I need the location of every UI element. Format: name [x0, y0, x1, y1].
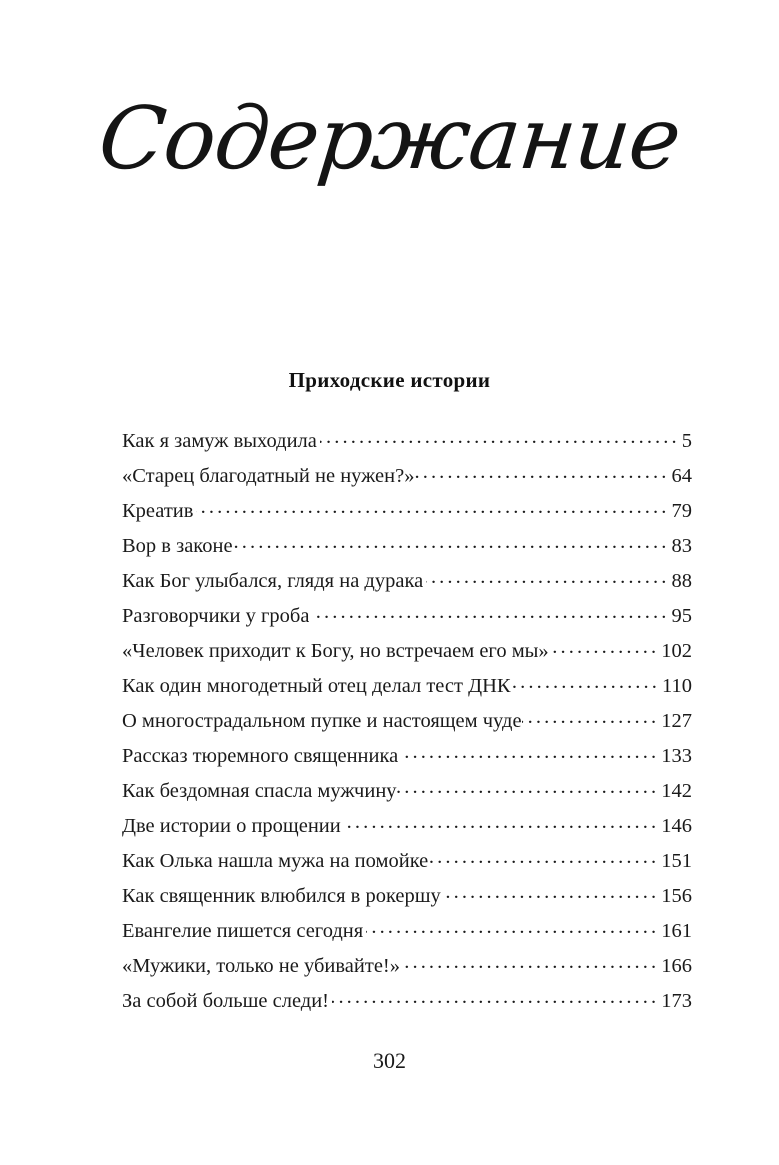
toc-dot-leader	[401, 742, 659, 763]
toc-entry-title: Рассказ тюремного священника	[122, 745, 399, 767]
toc-entry-list	[122, 424, 692, 1019]
toc-dot-leader	[196, 497, 669, 518]
toc-entry[interactable]	[122, 599, 692, 634]
toc-entry-title: «Мужики, только не убивайте!»	[122, 955, 400, 977]
toc-dot-leader	[312, 602, 669, 623]
toc-dot-leader	[397, 777, 660, 798]
toc-entry[interactable]	[122, 459, 692, 494]
toc-entry-title: Как я замуж выходила	[122, 430, 317, 452]
section-heading: Приходские истории	[288, 368, 491, 392]
toc-entry-page-number: 161	[661, 920, 692, 942]
toc-entry-page-number: 156	[661, 885, 692, 907]
toc-entry[interactable]	[122, 704, 692, 739]
toc-entry-page-number: 95	[671, 605, 692, 627]
toc-entry-page-number: 102	[661, 640, 692, 662]
toc-entry[interactable]	[122, 564, 692, 599]
toc-entry[interactable]	[122, 494, 692, 529]
toc-entry-title: За собой больше следи!	[122, 990, 330, 1012]
toc-entry[interactable]	[122, 844, 692, 879]
toc-dot-leader	[414, 462, 669, 483]
toc-dot-leader	[426, 567, 669, 588]
toc-entry-page-number: 127	[661, 710, 692, 732]
toc-entry[interactable]	[122, 879, 692, 914]
toc-entry-title: Как священник влюбился в рокершу	[122, 885, 441, 907]
toc-dot-leader	[511, 672, 660, 693]
toc-entry[interactable]	[122, 774, 692, 809]
toc-entry-title: Как один многодетный отец делал тест ДНК	[122, 675, 511, 697]
toc-entry-page-number: 83	[671, 535, 692, 557]
toc-entry-title: Как Олька нашла мужа на помойке	[122, 850, 429, 872]
toc-entry-page-number: 146	[661, 815, 692, 837]
toc-dot-leader	[320, 427, 680, 448]
toc-entry-title: Креатив	[122, 500, 194, 522]
toc-entry-title: «Человек приходит к Богу, но встречаем его мы»	[122, 640, 549, 662]
page-title: Содержание	[94, 89, 685, 189]
toc-dot-leader	[428, 847, 659, 868]
toc-entry-title: Две истории о прощении	[122, 815, 341, 837]
toc-dot-leader	[344, 812, 660, 833]
toc-entry[interactable]	[122, 669, 692, 704]
toc-dot-leader	[522, 707, 660, 728]
toc-entry-title: «Старец благодатный не нужен?»	[122, 465, 415, 487]
toc-entry-title: Евангелие пишется сегодня	[122, 920, 364, 942]
toc-entry-title: О многострадальном пупке и настоящем чуде	[122, 710, 522, 732]
toc-entry-title: Как бездомная спасла мужчину	[122, 780, 397, 802]
toc-dot-leader	[366, 917, 659, 938]
toc-entry-page-number: 173	[661, 990, 692, 1012]
toc-entry[interactable]	[122, 914, 692, 949]
toc-entry[interactable]	[122, 949, 692, 984]
toc-entry-page-number: 151	[661, 850, 692, 872]
toc-entry-page-number: 88	[671, 570, 692, 592]
toc-dot-leader	[441, 882, 659, 903]
toc-entry-page-number: 79	[671, 500, 692, 522]
toc-dot-leader	[403, 952, 659, 973]
toc-dot-leader	[233, 532, 670, 553]
toc-entry-page-number: 64	[671, 465, 692, 487]
toc-dot-leader	[332, 987, 659, 1008]
toc-entry-page-number: 142	[661, 780, 692, 802]
toc-entry-title: Как Бог улыбался, глядя на дурака	[122, 570, 424, 592]
toc-entry-page-number: 166	[661, 955, 692, 977]
toc-entry-title: Разговорчики у гроба	[122, 605, 310, 627]
toc-entry[interactable]	[122, 529, 692, 564]
toc-entry-page-number: 110	[662, 675, 692, 697]
toc-entry[interactable]	[122, 424, 692, 459]
toc-entry[interactable]	[122, 634, 692, 669]
page-folio-number: 302	[373, 1048, 406, 1073]
toc-entry-page-number: 5	[681, 430, 692, 452]
toc-entry[interactable]	[122, 739, 692, 774]
toc-dot-leader	[552, 637, 660, 658]
toc-entry[interactable]	[122, 809, 692, 844]
toc-entry-page-number: 133	[661, 745, 692, 767]
toc-entry[interactable]	[122, 984, 692, 1019]
toc-entry-title: Вор в законе	[122, 535, 233, 557]
